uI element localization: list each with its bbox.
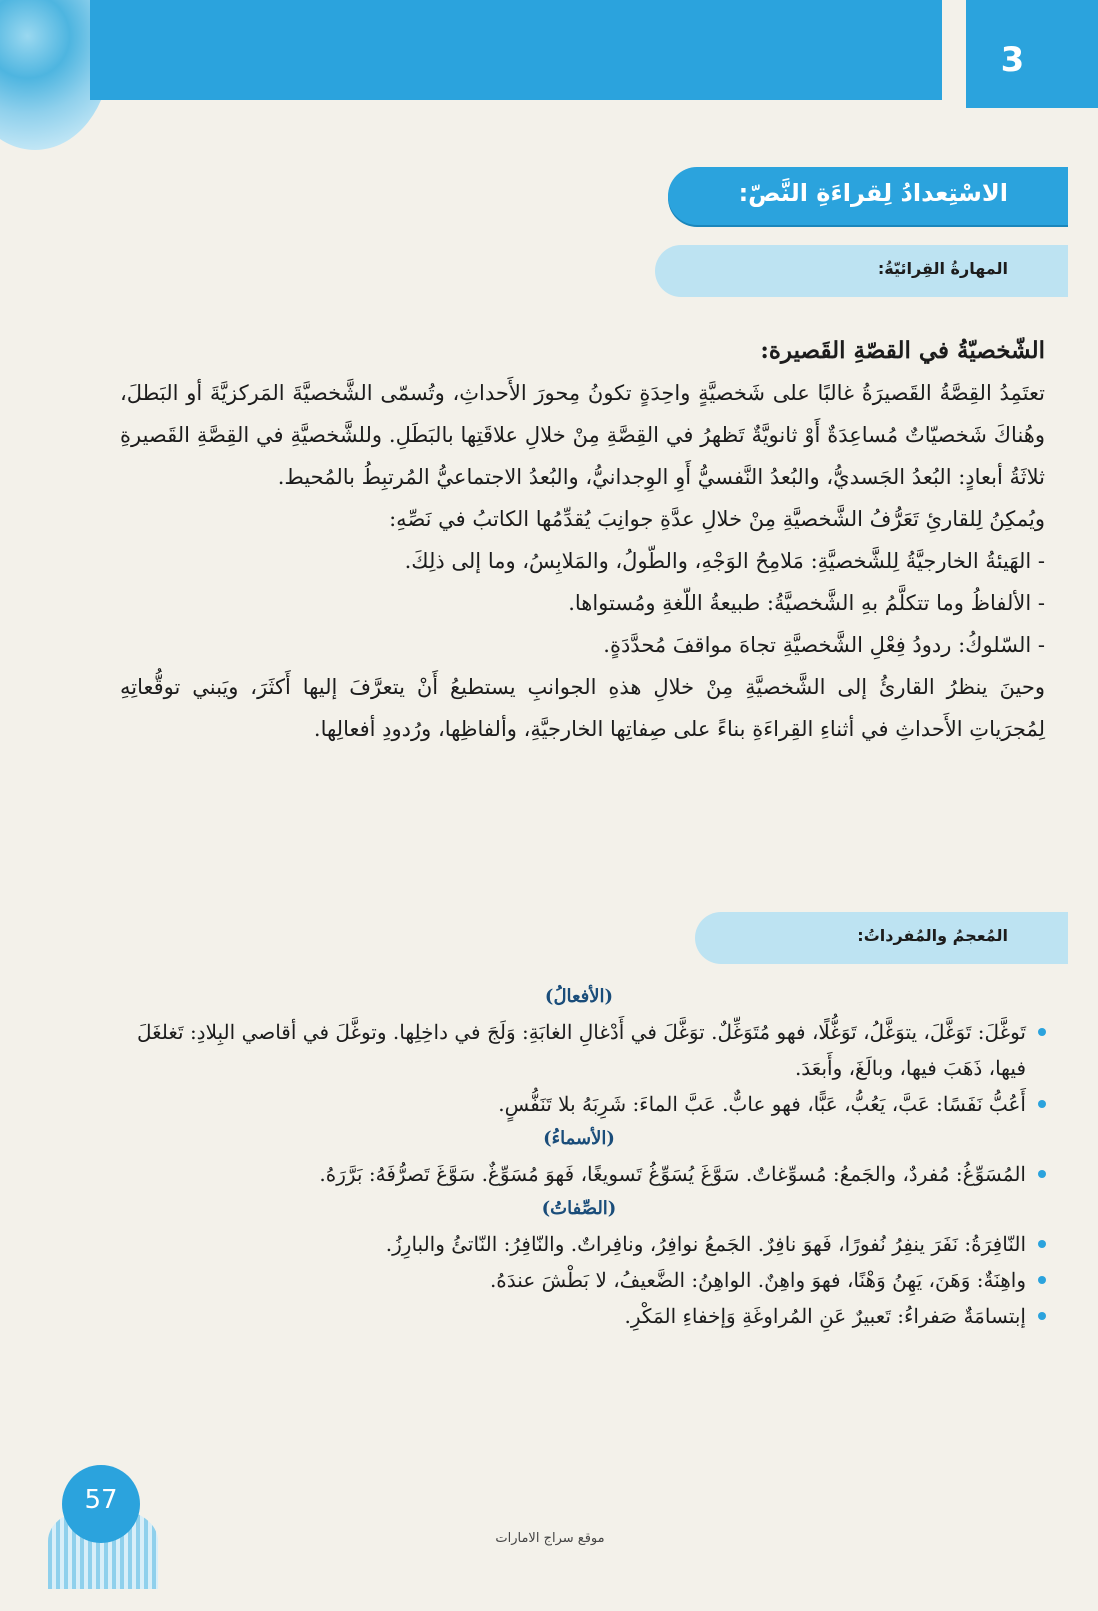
skill-list-item: - الهَيئةُ الخارجيَّةُ لِلشَّخصيَّةِ: مَلامِحُ الوَجْهِ، والطّولُ، والمَلابِسُ، وما إلى ذلِكَ. [404, 549, 1045, 573]
vocab-entry: تَوغَّلَ: تَوَغَّلَ، يتوَغَّلُ، تَوَغُّلًا، فهو مُتَوَغِّلٌ. توَغَّلَ في أَدْغالِ الغابَةِ: وَلَجَ في داخِلِها. وتوغَّلَ في أقاصي البِلادِ: تَغلغَلَ فيها، ذَهَبَ فيها، وبالَغَ، وأَبعَدَ. [110, 1014, 1048, 1086]
verbs-label: (الأفعالُ) [544, 986, 614, 1007]
vocab-title: المُعجمُ والمُفرداتُ: [857, 926, 1008, 945]
skill-paragraph: وحينَ ينظرُ القارئُ إلى الشَّخصيَّةِ مِنْ خلالِ هذهِ الجوانبِ يستطيعُ أَنْ يتعرَّفَ إليها أَكثَرَ، ويَبني توقُّعاتِهِ لِمُجرَياتِ الأَحداثِ في أثناءِ القِراءَةِ بناءً على صِفاتِها الخارجيَّةِ، وألفاظِها، ورُدودِ أفعالِها. [120, 675, 1045, 741]
skill-list-item: - السّلوكُ: ردودُ فِعْلِ الشَّخصيَّةِ تجاهَ مواقفَ مُحدَّدَةٍ. [603, 633, 1045, 657]
section-title: الاسْتِعدادُ لِقراءَةِ النَّصّ: [738, 179, 1008, 207]
chapter-number: 3 [1000, 40, 1025, 80]
nouns-label: (الأسماءُ) [543, 1128, 615, 1149]
band-divider [942, 0, 966, 108]
footer-site-text: موقع سراج الامارات [495, 1531, 605, 1546]
skill-subheader [655, 245, 1068, 297]
vocab-entry: المُسَوِّغُ: مُفردٌ، والجَمعُ: مُسوِّغاتٌ. سَوَّغَ يُسَوِّغُ تَسويغًا، فَهوَ مُسَوِّغٌ. سَوَّغَ تَصرُّفَهُ: بَرَّرَهُ. [110, 1156, 1048, 1192]
skill-list-item: - الألفاظُ وما تتكلَّمُ بهِ الشَّخصيَّةُ: طبيعةُ اللّغةِ ومُستواها. [568, 591, 1045, 615]
skill-paragraph: ويُمكِنُ لِلقارئِ تَعَرُّفُ الشَّخصيَّةِ مِنْ خلالِ عدَّةِ جوانِبَ يُقدِّمُها الكاتبُ في نَصِّهِ: [389, 507, 1045, 531]
page-number: 57 [84, 1485, 118, 1515]
vocab-content [110, 980, 1048, 1334]
vocab-subheader [695, 912, 1068, 964]
adjectives-label: (الصِّفاتُ) [541, 1198, 617, 1219]
vocab-entry: النّافِرَةُ: نَفَرَ ينفِرُ نُفورًا، فَهوَ نافِرٌ. الجَمعُ نوافِرُ، ونافِراتٌ. والنّافِرُ: النّاتئُ والبارِزُ. [110, 1226, 1048, 1262]
skill-paragraph: تعتَمِدُ القِصَّةُ القَصيرَةُ غالبًا على شَخصيَّةٍ واحِدَةٍ تكونُ مِحورَ الأَحداثِ، وتُسمّى الشَّخصيَّةَ المَركزيَّةَ أو البَطلَ، وهُناكَ شَخصيّاتٌ مُساعِدَةٌ أَوْ ثانويَّةٌ تَظهرُ في القِصَّةِ مِنْ خلالِ علاقَتِها بالبَطَلِ. وللشَّخصيَّةِ في القِصَّةِ القَصيرةِ ثلاثَةُ أبعادٍ: البُعدُ الجَسديُّ، والبُعدُ النَّفسيُّ أَوِ الوِجدانيُّ، والبُعدُ الاجتماعيُّ المُرتبِطُ بالمُحيط. [120, 381, 1045, 489]
top-color-band [90, 0, 942, 100]
skill-content [120, 330, 1045, 750]
skill-heading: الشّخصيّةُ في القصّةِ القَصيرة: [760, 337, 1045, 364]
section-header [668, 167, 1068, 225]
skill-title: المهارةُ القِرائيّةُ: [877, 259, 1008, 278]
vocab-entry: واهِنَةٌ: وَهَنَ، يَهِنُ وَهْنًا، فهوَ واهِنٌ. الواهِنُ: الضَّعيفُ، لا بَطْشَ عندَهُ. [110, 1262, 1048, 1298]
vocab-entry: إبتسامَةٌ صَفراءُ: تَعبيرٌ عَنِ المُراوغَةِ وَإخفاءِ المَكْرِ. [110, 1298, 1048, 1334]
vocab-entry: أَعُبُّ نَفَسًا: عَبَّ، يَعُبُّ، عَبًّا، فهو عابٌّ. عَبَّ الماءَ: شَرِبَهُ بلا تَنَفُّسٍ. [110, 1086, 1048, 1122]
